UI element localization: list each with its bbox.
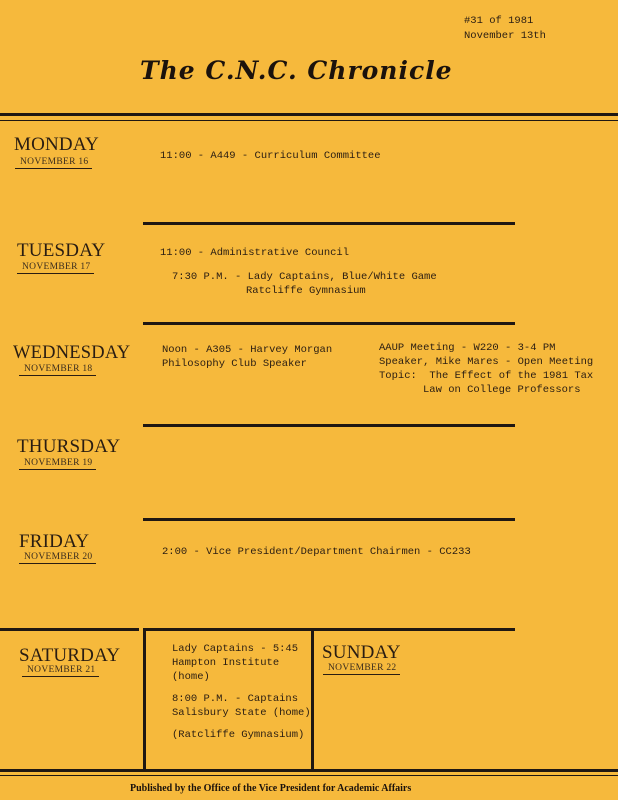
issue-number: #31 of 1981 [464, 15, 534, 27]
thursday-label: THURSDAY [17, 436, 121, 457]
wednesday-right-event-1: AAUP Meeting - W220 - 3-4 PM [379, 342, 556, 354]
monday-event-1: 11:00 - A449 - Curriculum Committee [160, 150, 381, 162]
divider-monday [143, 222, 515, 225]
top-rule-thin [0, 120, 618, 121]
wednesday-left-event-1: Noon - A305 - Harvey Morgan [162, 344, 333, 356]
saturday-date: NOVEMBER 21 [22, 665, 99, 677]
newsletter-title: The C.N.C. Chronicle [140, 56, 453, 85]
wednesday-label: WEDNESDAY [13, 343, 131, 363]
bottom-rule-thin [0, 775, 618, 776]
wednesday-right-event-4: Law on College Professors [423, 384, 581, 396]
divider-thursday [143, 518, 515, 521]
saturday-event-2: Hampton Institute [172, 657, 280, 669]
top-rule-thick [0, 113, 618, 116]
wednesday-right-event-3: Topic: The Effect of the 1981 Tax [379, 370, 594, 382]
divider-wednesday [143, 424, 515, 427]
weekend-rule-middle-vertical [311, 631, 314, 769]
saturday-event-3: (home) [172, 671, 210, 683]
saturday-event-4: 8:00 P.M. - Captains [172, 693, 299, 705]
bottom-rule-thick [0, 769, 618, 772]
monday-label: MONDAY [14, 134, 99, 155]
tuesday-event-1: 11:00 - Administrative Council [160, 247, 350, 259]
saturday-event-1: Lady Captains - 5:45 [172, 643, 299, 655]
weekend-rule-left [0, 628, 139, 631]
friday-label: FRIDAY [19, 531, 90, 552]
tuesday-event-2: 7:30 P.M. - Lady Captains, Blue/White Game [172, 271, 437, 283]
sunday-date: NOVEMBER 22 [323, 663, 400, 675]
sunday-label: SUNDAY [322, 642, 401, 663]
saturday-event-6: (Ratcliffe Gymnasium) [172, 729, 305, 741]
tuesday-date: NOVEMBER 17 [17, 262, 94, 274]
thursday-date: NOVEMBER 19 [19, 458, 96, 470]
tuesday-label: TUESDAY [17, 240, 106, 261]
issue-date: November 13th [464, 30, 546, 42]
publisher-footer: Published by the Office of the Vice President for Academic Affairs [130, 783, 412, 794]
monday-date: NOVEMBER 16 [15, 157, 92, 169]
wednesday-right-event-2: Speaker, Mike Mares - Open Meeting [379, 356, 594, 368]
friday-date: NOVEMBER 20 [19, 552, 96, 564]
divider-tuesday [143, 322, 515, 325]
wednesday-left-event-2: Philosophy Club Speaker [162, 358, 307, 370]
saturday-label: SATURDAY [19, 645, 121, 666]
weekend-rule-left-vertical [143, 628, 146, 769]
saturday-event-5: Salisbury State (home) [172, 707, 311, 719]
tuesday-event-2-location: Ratcliffe Gymnasium [246, 285, 366, 297]
weekend-rule-top [143, 628, 515, 631]
friday-event-1: 2:00 - Vice President/Department Chairmen - CC233 [162, 546, 471, 558]
wednesday-date: NOVEMBER 18 [19, 364, 96, 376]
